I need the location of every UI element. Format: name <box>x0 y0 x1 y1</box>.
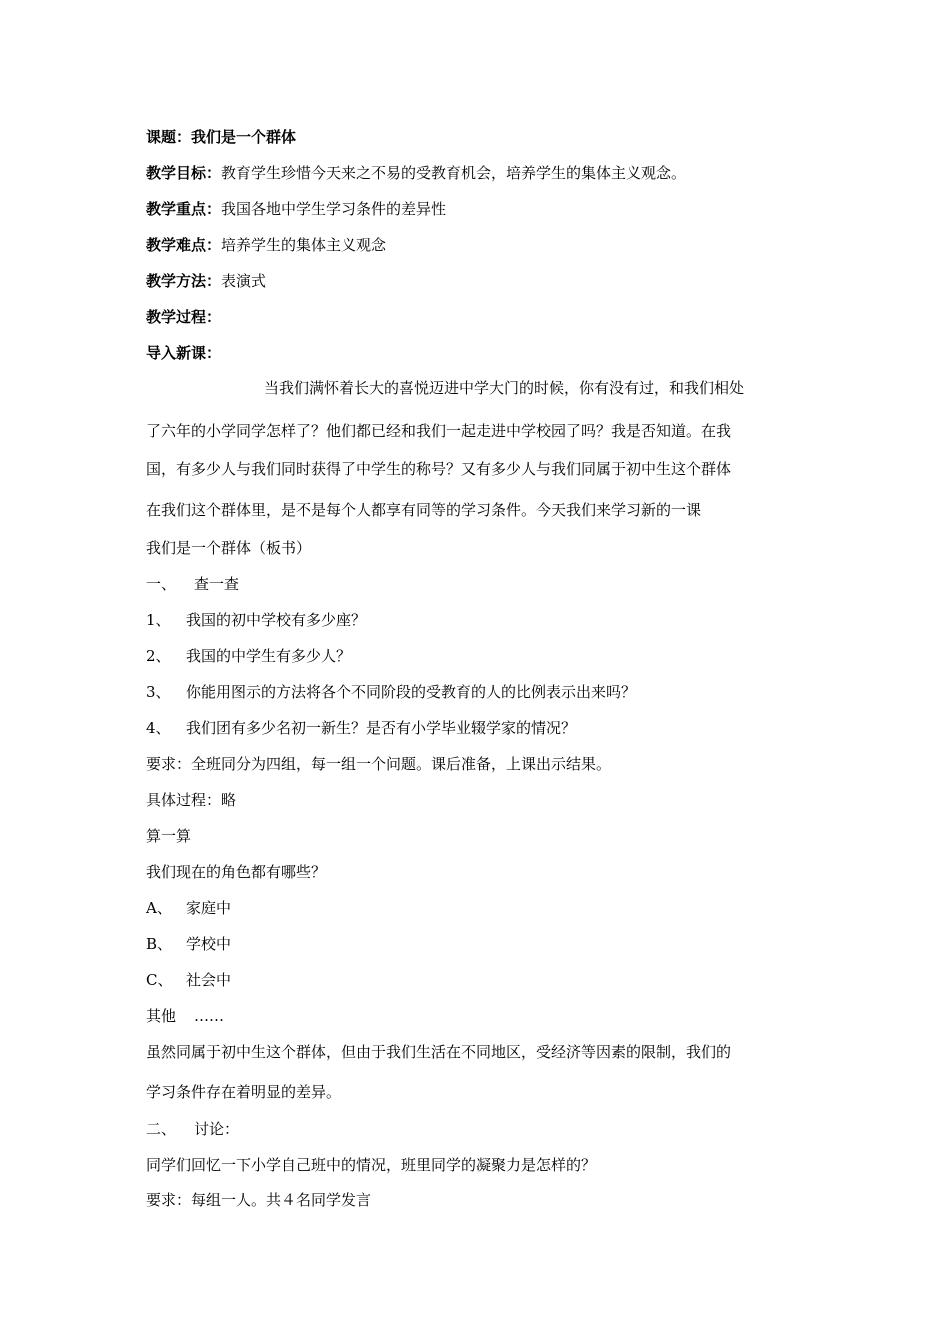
process-line <box>146 307 221 327</box>
item-number: A、 <box>146 899 172 917</box>
item-number: 1、 <box>146 611 171 629</box>
method-line <box>146 271 266 291</box>
item-text: 我国的中学生有多少人？ <box>186 647 352 665</box>
item-text: 学校中 <box>186 935 232 953</box>
section1-item-2 <box>146 646 351 666</box>
section2-heading <box>146 1119 239 1139</box>
topic-value: 我们是一个群体 <box>191 128 297 146</box>
section1-heading <box>146 574 239 594</box>
item-number: 3、 <box>146 683 171 701</box>
calc-question: 我们现在的角色都有哪些？ <box>146 863 327 881</box>
item-text: 你能用图示的方法将各个不同阶段的受教育的人的比例表示出来吗？ <box>186 683 637 701</box>
difficulty-value: 培养学生的集体主义观念 <box>221 236 387 254</box>
section2-question: 同学们回忆一下小学自己班中的情况，班里同学的凝聚力是怎样的？ <box>146 1156 597 1174</box>
difficulty-line <box>146 235 386 255</box>
board-title: 我们是一个群体（板书） <box>146 539 312 557</box>
goal-label: 教学目标： <box>146 164 222 182</box>
calc-conclusion-line-1: 虽然同属于初中生这个群体，但由于我们生活在不同地区，受经济等因素的限制，我们的 <box>146 1043 732 1061</box>
section1-requirement: 要求：全班同分为四组，每一组一个问题。课后准备，上课出示结果。 <box>146 755 612 773</box>
key-point-line <box>146 199 446 219</box>
intro-paragraph-line-2: 了六年的小学同学怎样了？他们都已经和我们一起走进中学校园了吗？我是否知道。在我 <box>146 422 732 440</box>
item-text: 家庭中 <box>186 899 232 917</box>
difficulty-label: 教学难点： <box>146 236 222 254</box>
section2-title: 讨论： <box>194 1120 240 1138</box>
section1-number: 一、 <box>146 575 177 593</box>
process-label: 教学过程： <box>146 308 222 326</box>
calc-conclusion-line-2: 学习条件存在着明显的差异。 <box>146 1083 342 1101</box>
intro-label: 导入新课： <box>146 344 222 362</box>
calc-title: 算一算 <box>146 827 192 845</box>
section2-number: 二、 <box>146 1120 177 1138</box>
section1-item-4 <box>146 718 576 738</box>
intro-line <box>146 343 221 363</box>
section1-item-3 <box>146 682 636 702</box>
calc-item-b <box>146 934 231 954</box>
item-number: C、 <box>146 971 173 989</box>
goal-line <box>146 163 686 183</box>
other-ellipsis: …… <box>194 1007 224 1025</box>
method-value: 表演式 <box>221 272 267 290</box>
calc-item-c <box>146 970 231 990</box>
other-label: 其他 <box>146 1007 177 1025</box>
intro-paragraph-line-1: 当我们满怀着长大的喜悦迈进中学大门的时候，你有没有过，和我们相处 <box>264 379 745 397</box>
method-label: 教学方法： <box>146 272 222 290</box>
calc-other <box>146 1006 224 1026</box>
item-number: 2、 <box>146 647 171 665</box>
section1-item-1 <box>146 610 366 630</box>
topic-label: 课题： <box>146 128 192 146</box>
item-text: 我国的初中学校有多少座？ <box>186 611 367 629</box>
section1-title: 查一查 <box>194 575 240 593</box>
item-text: 社会中 <box>186 971 232 989</box>
item-number: B、 <box>146 935 173 953</box>
key-point-label: 教学重点： <box>146 200 222 218</box>
intro-paragraph-line-3: 国，有多少人与我们同时获得了中学生的称号？又有多少人与我们同属于初中生这个群体 <box>146 460 732 478</box>
item-number: 4、 <box>146 719 171 737</box>
topic-line <box>146 127 296 147</box>
section1-process: 具体过程：略 <box>146 791 237 809</box>
goal-value: 教育学生珍惜今天来之不易的受教育机会，培养学生的集体主义观念。 <box>221 164 687 182</box>
key-point-value: 我国各地中学生学习条件的差异性 <box>221 200 447 218</box>
section2-requirement: 要求：每组一人。共４名同学发言 <box>146 1191 372 1209</box>
item-text: 我们团有多少名初一新生？是否有小学毕业辍学家的情况？ <box>186 719 577 737</box>
calc-item-a <box>146 898 231 918</box>
intro-paragraph-line-4: 在我们这个群体里，是不是每个人都享有同等的学习条件。今天我们来学习新的一课 <box>146 501 702 519</box>
